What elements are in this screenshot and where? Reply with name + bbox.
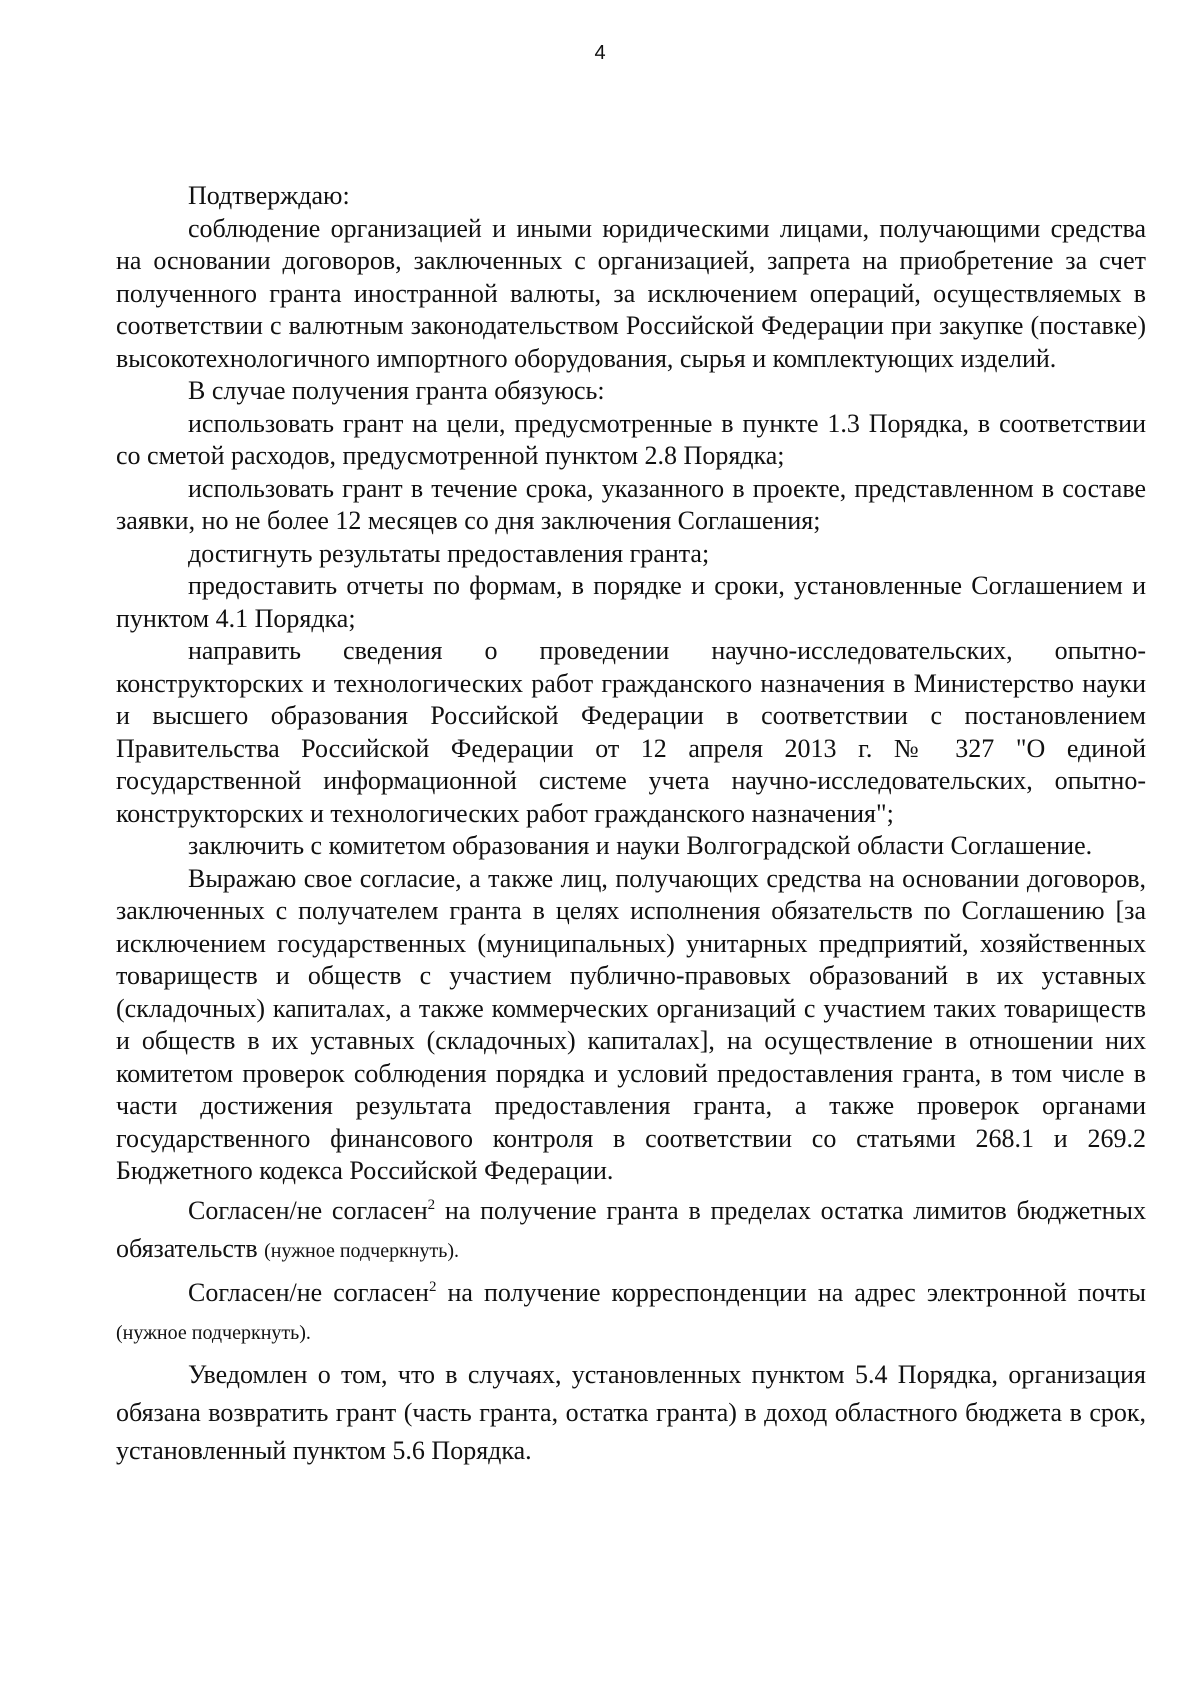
paragraph-obligations-heading: В случае получения гранта обязуюсь:	[188, 376, 605, 405]
paragraph-confirm-heading: Подтверждаю:	[188, 181, 350, 210]
consent-email-lead: Согласен/не согласен	[188, 1277, 429, 1307]
paragraph-achieve-results: достигнуть результаты предоставления гранта;	[188, 538, 710, 568]
paragraph-consent-limits	[116, 1192, 1146, 1270]
footnote-marker: 2	[428, 1278, 437, 1295]
paragraph-send-research-info: направить сведения о проведении научно-исследовательских, опытно-конструкторских и технологических работ гражданского назначения в Министерство науки и высшего образования Российской Федерации в соответствии с постановлением Правительства Российской Федерации от 12 апреля 2013 г. № 327 "О единой государственной информационной системе учета научно-исследовательских, опытно-конструкторских и технологических работ гражданского назначения";	[116, 636, 1146, 828]
consent-email-text: на получение корреспонденции на адрес электронной почты	[436, 1277, 1146, 1307]
paragraph-consent-inspections: Выражаю свое согласие, а также лиц, получающих средства на основании договоров, заключенных с получателем гранта в целях исполнения обязательств по Соглашению [за исключением государственных (муниципальных) унитарных предприятий, хозяйственных товариществ и обществ с участием публично-правовых образований в их уставных (складочных) капиталах, а также коммерческих организаций с участием таких товариществ и обществ в их уставных (складочных) капиталах], на осуществление в отношении них комитетом проверок соблюдения порядка и условий предоставления гранта, в том числе в части достижения результата предоставления гранта, а также проверок органами государственного финансового контроля в соответствии со статьями 268.1 и 269.2 Бюджетного кодекса Российской Федерации.	[116, 863, 1146, 1185]
paragraph-conclude-agreement: заключить с комитетом образования и науки Волгоградской области Соглашение.	[188, 831, 1093, 860]
paragraph-return-grant-notice: Уведомлен о том, что в случаях, установленных пунктом 5.4 Порядка, организация обязана возвратить грант (часть гранта, остатка гранта) в доход областного бюджета в срок, установленный пунктом 5.6 Порядка.	[116, 1359, 1146, 1465]
underline-note: (нужное подчеркнуть).	[264, 1239, 460, 1262]
consent-limits-text: на получение гранта в пределах остатка лимитов бюджетных обязательств	[116, 1195, 1147, 1263]
paragraph-submit-reports: предоставить отчеты по формам, в порядке и сроки, установленные Соглашением и пунктом 4.1 Порядка;	[116, 571, 1146, 633]
consent-limits-lead: Согласен/не согласен	[188, 1195, 428, 1225]
page-number: 4	[594, 42, 606, 64]
paragraph-use-grant-term: использовать грант в течение срока, указанного в проекте, представленном в составе заявки, но не более 12 месяцев со дня заключения Соглашения;	[116, 473, 1146, 535]
footnote-marker: 2	[427, 1196, 436, 1213]
paragraph-use-grant-purpose: использовать грант на цели, предусмотренные в пункте 1.3 Порядка, в соответствии со сметой расходов, предусмотренной пунктом 2.8 Порядка;	[116, 408, 1146, 470]
document-body	[116, 180, 1146, 1470]
paragraph-consent-email	[116, 1274, 1146, 1352]
underline-note: (нужное подчеркнуть).	[116, 1321, 311, 1344]
paragraph-currency-ban: соблюдение организацией и иными юридическими лицами, получающими средства на основании договоров, заключенных с организацией, запрета на приобретение за счет полученного гранта иностранной валюты, за исключением операций, осуществляемых в соответствии с валютным законодательством Российской Федерации при закупке (поставке) высокотехнологичного импортного оборудования, сырья и комплектующих изделий.	[116, 213, 1146, 373]
